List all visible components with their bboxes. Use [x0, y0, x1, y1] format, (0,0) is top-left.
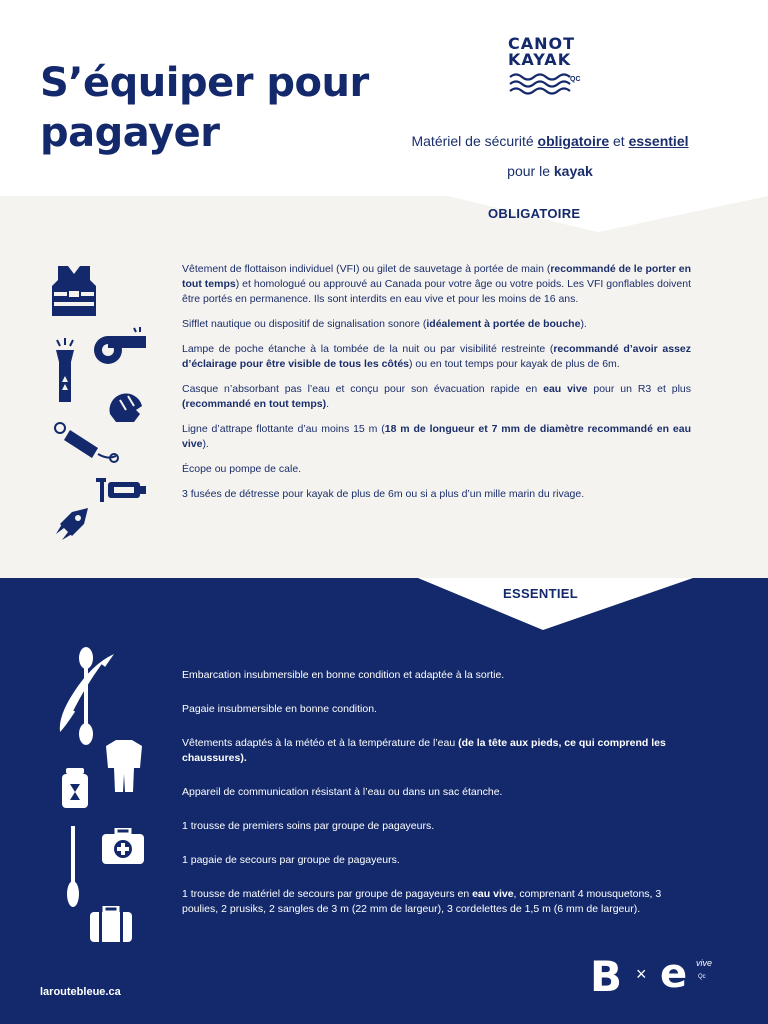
rescue-kit-icon	[90, 906, 132, 942]
list-item: Pagaie insubmersible en bonne condition.	[182, 703, 377, 715]
page-title	[40, 58, 369, 158]
mandatory-list	[182, 262, 691, 512]
mandatory-notch	[0, 196, 768, 236]
logo-e: e	[660, 951, 688, 997]
subtitle	[372, 126, 728, 186]
subtitle-text-3: pour le	[507, 163, 554, 179]
subtitle-essentiel: essentiel	[628, 133, 689, 149]
waves-icon	[508, 72, 578, 96]
first-aid-kit-icon	[102, 828, 144, 864]
list-item: Sifflet nautique ou dispositif de signalisation sonore (idéalement à portée de bouche).	[182, 318, 587, 330]
spare-paddle-icon	[66, 826, 80, 908]
canot-kayak-logo	[508, 36, 582, 96]
list-item: Vêtements adaptés à la météo et à la température de l’eau (de la tête aux pieds, ce qui comprend les chaussures).	[182, 737, 666, 764]
mandatory-tag: OBLIGATOIRE	[488, 206, 581, 221]
list-item: 1 trousse de matériel de secours par groupe de pagayeurs en eau vive, comprenant 4 mousquetons, 3 poulies, 2 prusiks, 2 sangles de 3 m (22 mm de largeur), 3 cordelettes de 1,5 m (6 mm de largeur).	[182, 888, 662, 915]
essential-list	[182, 668, 691, 936]
title-line-2: pagayer	[40, 110, 220, 156]
essential-tag: ESSENTIEL	[503, 586, 578, 601]
logo-line-1: CANOT	[508, 34, 576, 53]
logo-e-super: vive	[696, 958, 713, 968]
throw-bag-icon	[48, 418, 120, 466]
list-item: 3 fusées de détresse pour kayak de plus de 6m ou si a plus d’un mille marin du rivage.	[182, 488, 585, 500]
eau-vive-logo	[660, 952, 720, 998]
logo-region: QC	[570, 76, 581, 83]
flare-rocket-icon	[54, 506, 90, 542]
logo-line-2: KAYAK	[508, 50, 572, 69]
list-item: Ligne d’attrape flottante d’au moins 15 m (18 m de longueur et 7 mm de diamètre recommandé en eau vive).	[182, 423, 691, 450]
subtitle-obligatoire: obligatoire	[537, 133, 610, 149]
essential-notch	[0, 578, 768, 630]
times-separator: ×	[636, 964, 647, 984]
list-item: Casque n’absorbant pas l’eau et conçu pour son évacuation rapide en eau vive pour un R3 et plus (recommandé en tout temps).	[182, 383, 691, 410]
paddle-icon	[74, 646, 98, 746]
bilge-pump-icon	[92, 476, 148, 504]
footer-url[interactable]: laroutebleue.ca	[40, 986, 121, 998]
subtitle-text-2: et	[609, 133, 629, 149]
dry-bag-icon	[60, 766, 90, 810]
whistle-icon	[90, 326, 150, 366]
list-item: Lampe de poche étanche à la tombée de la nuit ou par visibilité restreinte (recommandé d’avoir assez d’éclairage pour être visible de tous les côtés) ou en tout temps pour kayak de plus de 6m.	[182, 343, 692, 370]
flashlight-icon	[52, 338, 78, 404]
list-item: 1 pagaie de secours par groupe de pagayeurs.	[182, 854, 400, 866]
route-bleue-logo: B	[590, 952, 623, 1001]
list-item: Écope ou pompe de cale.	[182, 463, 302, 475]
subtitle-kayak: kayak	[553, 163, 593, 179]
title-line-1: S’équiper pour	[40, 60, 369, 106]
logo-e-sub: Qc	[698, 974, 706, 980]
list-item: 1 trousse de premiers soins par groupe de pagayeurs.	[182, 820, 435, 832]
list-item: Embarcation insubmersible en bonne condition et adaptée à la sortie.	[182, 669, 505, 681]
wetsuit-icon	[104, 738, 144, 794]
subtitle-text-1: Matériel de sécurité	[411, 133, 538, 149]
life-vest-icon	[50, 262, 98, 318]
list-item: Appareil de communication résistant à l’eau ou dans un sac étanche.	[182, 786, 503, 798]
list-item: Vêtement de flottaison individuel (VFI) ou gilet de sauvetage à portée de main (recommandé de le porter en tout temps) et homologué ou approuvé au Canada pour votre âge ou votre poids. Les VFI gonflables doivent être portés en permanence. Ils sont interdits en eau vive et pour les moins de 16 ans.	[182, 263, 691, 305]
